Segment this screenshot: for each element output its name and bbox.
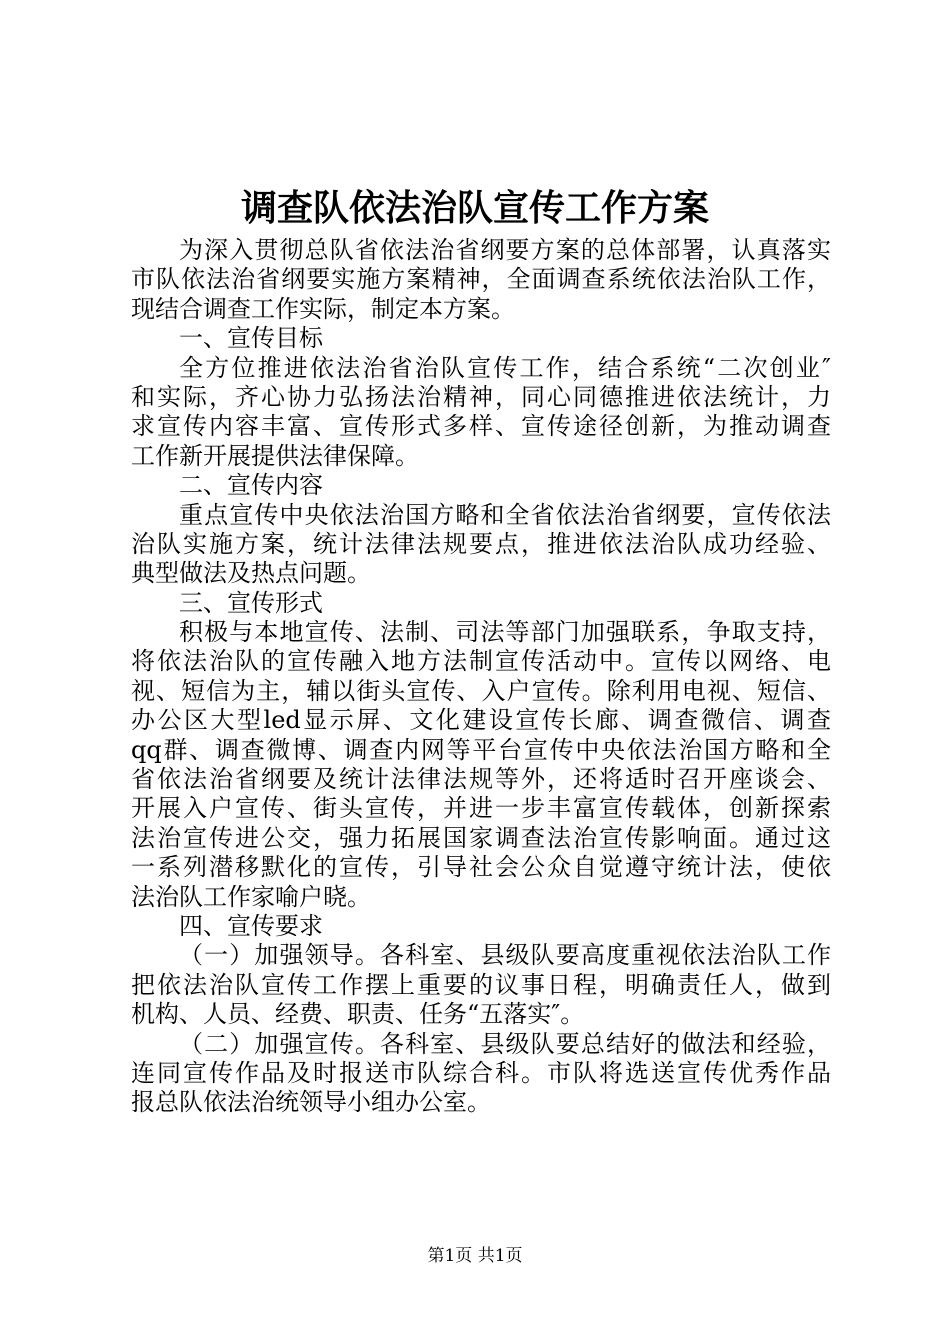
section-heading-form	[131, 589, 831, 618]
text-line: 开展入户宣传、街头宣传，并进一步丰富宣传载体，创新探索	[131, 794, 831, 823]
text-line: （二）加强宣传。各科室、县级队要总结好的做法和经验，	[179, 1029, 831, 1058]
section-heading: 二、宣传内容	[179, 471, 323, 500]
text-line: 现结合调查工作实际，制定本方案。	[131, 294, 515, 323]
text-line: 全方位推进依法治省治队宣传工作，结合系统“二次创业″	[179, 353, 831, 382]
text-line: 连同宣传作品及时报送市队综合科。市队将选送宣传优秀作品	[131, 1058, 831, 1087]
text-line: （一）加强领导。各科室、县级队要高度重视依法治队工作	[179, 941, 831, 970]
text-line: 典型做法及热点问题。	[131, 559, 371, 588]
text-line: 把依法治队宣传工作摆上重要的议事日程，明确责任人，做到	[131, 970, 831, 999]
section-heading: 四、宣传要求	[179, 911, 323, 940]
page-footer	[0, 1245, 950, 1267]
text-line: 重点宣传中央依法治国方略和全省依法治省纲要，宣传依法	[179, 500, 831, 529]
section-heading-requirements	[131, 912, 831, 941]
section-heading-goal	[131, 324, 831, 353]
paragraph-form	[131, 618, 831, 912]
section-heading-content	[131, 471, 831, 500]
text-line: 为深入贯彻总队省依法治省纲要方案的总体部署，认真落实	[179, 236, 831, 264]
text-line: 视、短信为主，辅以街头宣传、入户宣传。除利用电视、短信、	[131, 676, 831, 705]
document-title: 调查队依法治队宣传工作方案	[240, 187, 709, 229]
text-line: 工作新开展提供法律保障。	[131, 441, 419, 470]
paragraph-intro	[131, 236, 831, 324]
text-line: 将依法治队的宣传融入地方法制宣传活动中。宣传以网络、电	[131, 647, 831, 676]
text-line: 和实际，齐心协力弘扬法治精神，同心同德推进依法统计，力	[131, 382, 831, 411]
text-line: 求宣传内容丰富、宣传形式多样、宣传途径创新，为推动调查	[131, 412, 831, 441]
section-heading: 一、宣传目标	[179, 324, 323, 353]
text-line: 机构、人员、经费、职责、任务“五落实″。	[131, 1000, 585, 1029]
paragraph-requirement-2	[131, 1030, 831, 1118]
text-line: qq群、调查微博、调查内网等平台宣传中央依法治国方略和全	[131, 735, 831, 764]
text-line: 治队实施方案，统计法律法规要点，推进依法治队成功经验、	[131, 529, 831, 558]
text-line: 省依法治省纲要及统计法律法规等外，还将适时召开座谈会、	[131, 765, 831, 794]
page-indicator: 第1页 共1页	[427, 1246, 523, 1266]
paragraph-goal	[131, 354, 831, 472]
text-line: 市队依法治省纲要实施方案精神，全面调查系统依法治队工作，	[131, 265, 831, 294]
paragraph-requirement-1	[131, 941, 831, 1029]
text-line: 法治队工作家喻户晓。	[131, 882, 371, 911]
text-line: 积极与本地宣传、法制、司法等部门加强联系，争取支持，	[179, 618, 831, 647]
paragraph-content	[131, 501, 831, 589]
text-line: 法治宣传进公交，强力拓展国家调查法治宣传影响面。通过这	[131, 823, 831, 852]
document-body	[131, 236, 831, 1118]
text-line: 一系列潜移默化的宣传，引导社会公众自觉遵守统计法，使依	[131, 853, 831, 882]
section-heading: 三、宣传形式	[179, 588, 323, 617]
text-line: 报总队依法治统领导小组办公室。	[131, 1088, 491, 1117]
text-line: 办公区大型led显示屏、文化建设宣传长廊、调查微信、调查	[131, 706, 831, 735]
